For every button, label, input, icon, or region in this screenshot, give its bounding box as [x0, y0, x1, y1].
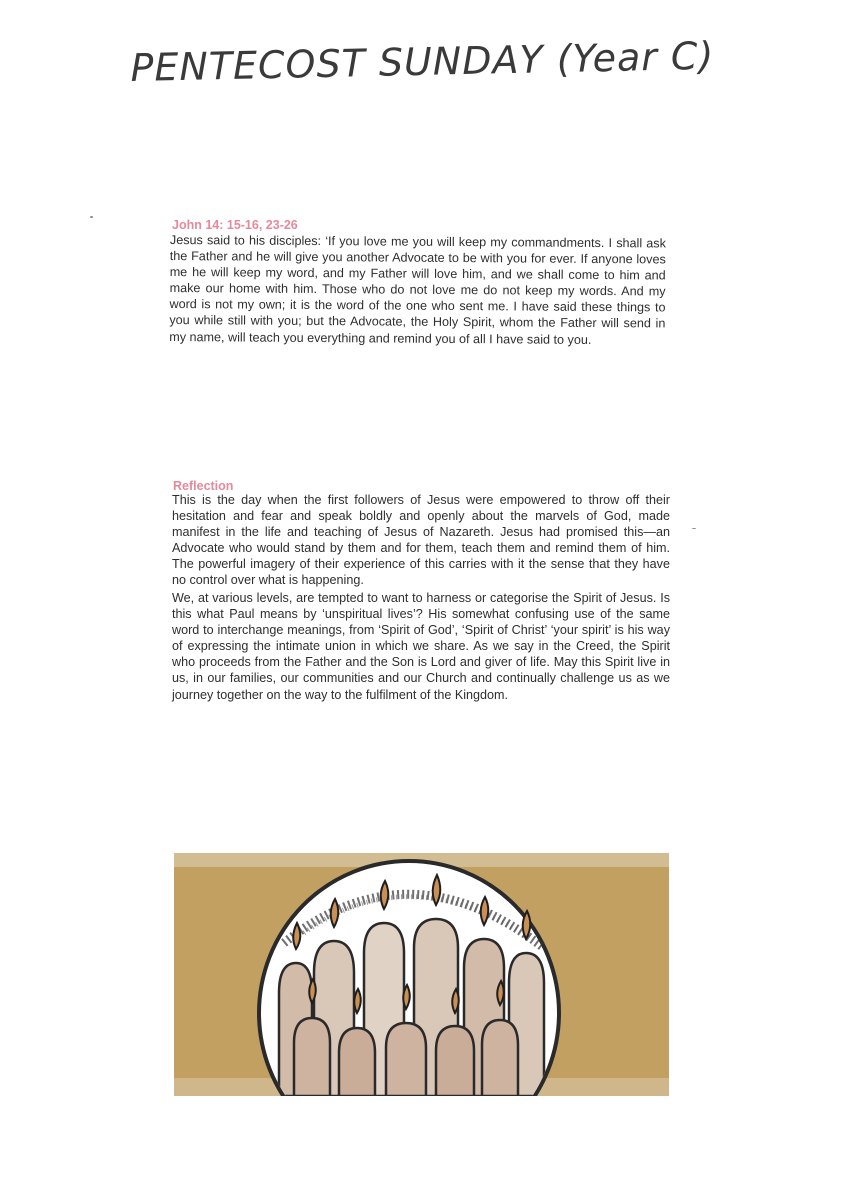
reflection-paragraph: This is the day when the first followers of Jesus were empowered to throw off their hesitation and fear and speak boldly and openly about the marvels of God, made manifest in the life and teaching of Jesus of Nazareth. Jesus had promised this—an Advocate who would stand by them and for them, teach them and remind them of him. The powerful imagery of their experience of this carries with it the sense that they have no control over what is happening.: [172, 493, 670, 588]
reflection-paragraph: We, at various levels, are tempted to want to harness or categorise the Spirit of Jesus. Is this what Paul means by ‘unspiritual lives’? His somewhat confusing use of the same word to interchange meanings, from ‘Spirit of God’, ‘Spirit of Christ’ ‘your spirit’ is his way of expressing the intimate union in which we share. As we say in the Creed, the Spirit who proceeds from the Father and the Son is Lord and giver of life. May this Spirit live in us, in our families, our communities and our Church and continually challenge us as we journey together on the way to the fulfilment of the Kingdom.: [172, 591, 670, 702]
gospel-text: Jesus said to his disciples: ‘If you love me you will keep my commandments. I shall ask the Father and he will give you another Advocate to be with you for ever. If anyone loves me he will keep my word, and my Father will love him, and we shall come to him and make our home with him. Those who do not love me do not keep my words. And my word is not my own; it is the word of the one who sent me. I have said these things to you while still with you; but the Advocate, the Holy Spirit, whom the Father will send in my name, will teach you everything and remind you of all I have said to you.: [169, 232, 666, 347]
scan-speck: [90, 216, 93, 218]
page-title: PENTECOST SUNDAY (Year C): [130, 33, 715, 90]
gospel-reference: John 14: 15-16, 23-26: [172, 218, 298, 232]
reflection-heading: Reflection: [173, 479, 234, 493]
pentecost-illustration-svg: [174, 853, 669, 1096]
pentecost-illustration: [174, 853, 669, 1096]
scan-speck: [692, 528, 696, 529]
